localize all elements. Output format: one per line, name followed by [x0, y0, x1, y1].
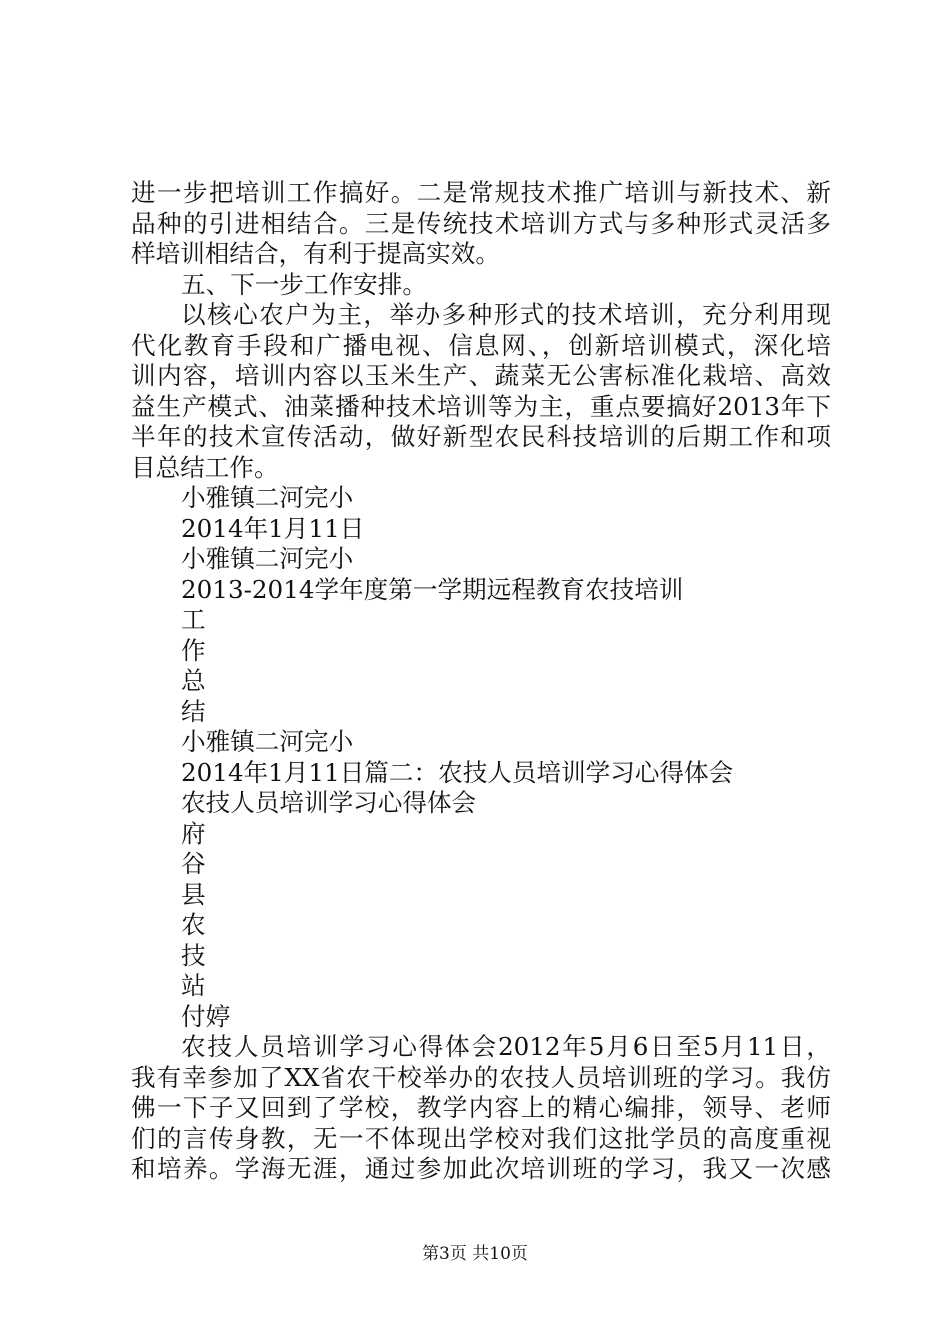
text-line: 佛一下子又回到了学校，教学内容上的精心编排，领导、老师: [131, 1093, 831, 1122]
page-footer: 第3页 共10页: [422, 1244, 528, 1264]
text-line: 目总结工作。: [131, 452, 279, 482]
text-line: 总: [181, 666, 206, 695]
text-line: 训内容，培训内容以玉米生产、蔬菜无公害标准化栽培、高效: [131, 361, 831, 390]
text-line: 和培养。学海无涯，通过参加此次培训班的学习，我又一次感: [131, 1154, 831, 1183]
text-line: 小雅镇二河完小: [181, 544, 354, 573]
text-line: 以核心农户为主，举办多种形式的技术培训，充分利用现: [181, 300, 831, 329]
text-line: 付婷: [181, 1001, 231, 1031]
text-line: 2013-2014学年度第一学期远程教育农技培训: [181, 574, 684, 604]
text-line: 农技人员培训学习心得体会: [181, 788, 477, 817]
text-line: 结: [181, 696, 206, 726]
text-line: 农: [181, 910, 206, 939]
text-line: 我有幸参加了XX省农干校举办的农技人员培训班的学习。我仿: [131, 1062, 831, 1092]
text-line: 小雅镇二河完小: [181, 483, 354, 512]
text-line: 们的言传身教，无一不体现出学校对我们这批学员的高度重视: [131, 1123, 831, 1153]
text-line: 工: [181, 605, 206, 634]
text-line: 作: [181, 635, 206, 665]
text-line: 府: [181, 818, 206, 848]
text-line: 站: [181, 971, 206, 1000]
text-line: 半年的技术宣传活动，做好新型农民科技培训的后期工作和项: [131, 422, 831, 451]
text-line: 进一步把培训工作搞好。二是常规技术推广培训与新技术、新: [131, 178, 831, 207]
text-line: 代化教育手段和广播电视、信息网、，创新培训模式，深化培: [131, 330, 831, 360]
text-line: 品种的引进相结合。三是传统技术培训方式与多种形式灵活多: [131, 208, 831, 238]
text-line: 2014年1月11日篇二：农技人员培训学习心得体会: [181, 757, 734, 787]
text-line: 益生产模式、油菜播种技术培训等为主，重点要搞好2013年下: [131, 391, 831, 421]
text-line: 小雅镇二河完小: [181, 727, 354, 756]
text-line: 谷: [181, 849, 206, 878]
text-line: 农技人员培训学习心得体会2012年5月6日至5月11日，: [181, 1032, 831, 1061]
text-line: 2014年1月11日: [181, 513, 365, 543]
text-line: 技: [181, 940, 206, 970]
text-line: 县: [181, 879, 206, 909]
text-line: 五、下一步工作安排。: [181, 269, 427, 299]
document-body: [131, 178, 831, 1185]
text-line: 样培训相结合，有利于提高实效。: [131, 239, 500, 268]
